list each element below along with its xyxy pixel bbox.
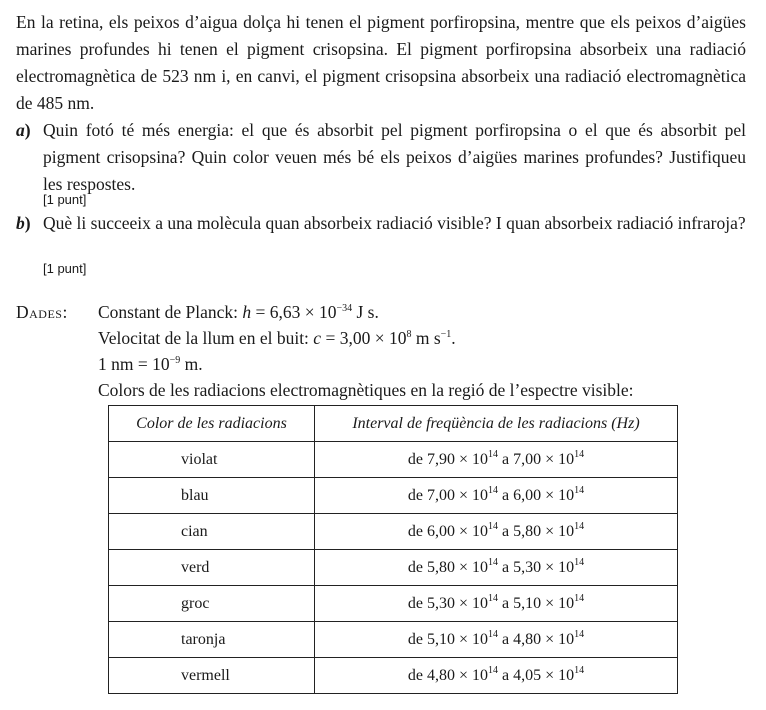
table-row	[109, 478, 678, 514]
planck-label: Constant de Planck:	[98, 302, 243, 322]
range-separator: a	[498, 630, 514, 648]
exponent: 14	[488, 556, 498, 568]
range-from: 6,00	[426, 522, 455, 540]
data-label: Dades:	[16, 302, 68, 322]
speed-of-light	[98, 325, 756, 351]
range-prefix: de	[407, 594, 427, 612]
table-row	[109, 442, 678, 478]
range-from: 7,00	[426, 486, 455, 504]
table-header-row	[109, 406, 678, 442]
nm-value: 1 nm = 10	[98, 354, 170, 374]
frequency-cell	[315, 550, 678, 586]
times-ten: × 10	[541, 594, 575, 612]
planck-symbol: h	[242, 302, 252, 322]
exponent: 14	[488, 484, 498, 496]
times-ten: × 10	[541, 522, 575, 540]
color-cell: verd	[109, 550, 315, 586]
planck-unit: J s.	[352, 302, 379, 322]
nm-exponent: −9	[169, 355, 181, 366]
range-prefix: de	[407, 450, 427, 468]
range-to: 7,00	[513, 450, 542, 468]
question-a	[16, 117, 746, 198]
light-symbol: c	[313, 328, 322, 348]
range-separator: a	[498, 666, 514, 684]
question-b-text: Què li succeeix a una molècula quan absorbeix radiació visible? I quan absorbeix radiació infraroja?	[43, 213, 746, 233]
table-row	[109, 586, 678, 622]
frequency-cell	[315, 622, 678, 658]
range-to: 5,10	[513, 594, 542, 612]
table-row	[109, 514, 678, 550]
question-a-points: [1 punt]	[43, 192, 87, 207]
times-ten: × 10	[541, 558, 575, 576]
color-cell: blau	[109, 478, 315, 514]
times-ten: × 10	[541, 666, 575, 684]
frequency-cell	[315, 478, 678, 514]
times-ten: × 10	[454, 666, 488, 684]
exponent: 14	[488, 520, 498, 532]
times-ten: × 10	[454, 522, 488, 540]
range-from: 5,80	[426, 558, 455, 576]
letter-paren: )	[24, 120, 31, 140]
times-ten: × 10	[541, 486, 575, 504]
exponent: 14	[574, 628, 585, 640]
light-label: Velocitat de la llum en el buit:	[98, 328, 314, 348]
times-ten: × 10	[454, 558, 488, 576]
light-unit: m s	[411, 328, 441, 348]
color-cell: taronja	[109, 622, 315, 658]
table-intro: Colors de les radiacions electromagnètiques en la regió de l’espectre visible:	[98, 380, 634, 400]
exponent: 14	[488, 448, 498, 460]
exponent: 14	[488, 664, 498, 676]
times-ten: × 10	[454, 594, 488, 612]
range-from: 5,10	[426, 630, 455, 648]
spectrum-table	[108, 405, 678, 694]
range-separator: a	[498, 558, 514, 576]
exponent: 14	[574, 520, 585, 532]
letter-a: a	[16, 120, 25, 140]
frequency-cell	[315, 658, 678, 694]
table-row	[109, 550, 678, 586]
range-prefix: de	[407, 558, 427, 576]
color-cell: cian	[109, 514, 315, 550]
times-ten: × 10	[541, 630, 575, 648]
exponent: 14	[574, 448, 585, 460]
range-from: 4,80	[426, 666, 455, 684]
header-color: Color de les radiacions	[109, 406, 315, 442]
color-cell: groc	[109, 586, 315, 622]
range-separator: a	[498, 594, 514, 612]
range-prefix: de	[407, 486, 427, 504]
times-ten: × 10	[541, 450, 575, 468]
times-ten: × 10	[454, 450, 488, 468]
question-letter	[16, 210, 31, 237]
question-b	[16, 210, 746, 237]
table-row	[109, 658, 678, 694]
frequency-cell	[315, 514, 678, 550]
light-period: .	[451, 328, 456, 348]
data-section	[16, 299, 756, 403]
table-row	[109, 622, 678, 658]
range-from: 7,90	[426, 450, 455, 468]
range-to: 4,80	[513, 630, 542, 648]
question-a-text: Quin fotó té més energia: el que és absorbit pel pigment porfiropsina o el que és absorbit pel pigment crisopsina? Quin color veuen més bé els peixos d’aigües marines profundes? Justifiqueu les respostes.	[43, 120, 746, 194]
exponent: 14	[488, 592, 498, 604]
planck-exponent: −34	[336, 303, 353, 314]
range-separator: a	[498, 486, 514, 504]
planck-value: = 6,63 × 10	[251, 302, 337, 322]
exponent: 14	[488, 628, 498, 640]
exponent: 14	[574, 664, 585, 676]
header-frequency: Interval de freqüència de les radiacions (Hz)	[315, 406, 678, 442]
light-unit-exponent: −1	[440, 329, 452, 340]
letter-b: b	[16, 213, 25, 233]
question-b-points: [1 punt]	[43, 261, 87, 276]
range-from: 5,30	[426, 594, 455, 612]
exponent: 14	[574, 592, 585, 604]
range-separator: a	[498, 522, 514, 540]
color-cell: vermell	[109, 658, 315, 694]
range-prefix: de	[407, 630, 427, 648]
exponent: 14	[574, 484, 585, 496]
letter-paren: )	[24, 213, 31, 233]
light-exponent: 8	[406, 329, 412, 340]
nm-unit: m.	[180, 354, 203, 374]
range-separator: a	[498, 450, 514, 468]
range-prefix: de	[407, 522, 427, 540]
range-to: 4,05	[513, 666, 542, 684]
planck-constant	[98, 299, 756, 325]
frequency-cell	[315, 586, 678, 622]
times-ten: × 10	[454, 486, 488, 504]
intro-paragraph: En la retina, els peixos d’aigua dolça hi tenen el pigment porfiropsina, mentre que els peixos d’aigües marines profundes hi tenen el pigment crisopsina. El pigment porfiropsina absorbeix una radiació electromagnètica de 523 nm i, en canvi, el pigment crisopsina absorbeix una radiació electromagnètica de 485 nm.	[16, 12, 746, 113]
frequency-cell	[315, 442, 678, 478]
range-to: 5,80	[513, 522, 542, 540]
light-value: = 3,00 × 10	[321, 328, 407, 348]
range-prefix: de	[407, 666, 427, 684]
range-to: 6,00	[513, 486, 542, 504]
color-cell: violat	[109, 442, 315, 478]
question-letter	[16, 117, 31, 144]
nanometer-conversion	[98, 351, 756, 377]
exponent: 14	[574, 556, 585, 568]
times-ten: × 10	[454, 630, 488, 648]
range-to: 5,30	[513, 558, 542, 576]
